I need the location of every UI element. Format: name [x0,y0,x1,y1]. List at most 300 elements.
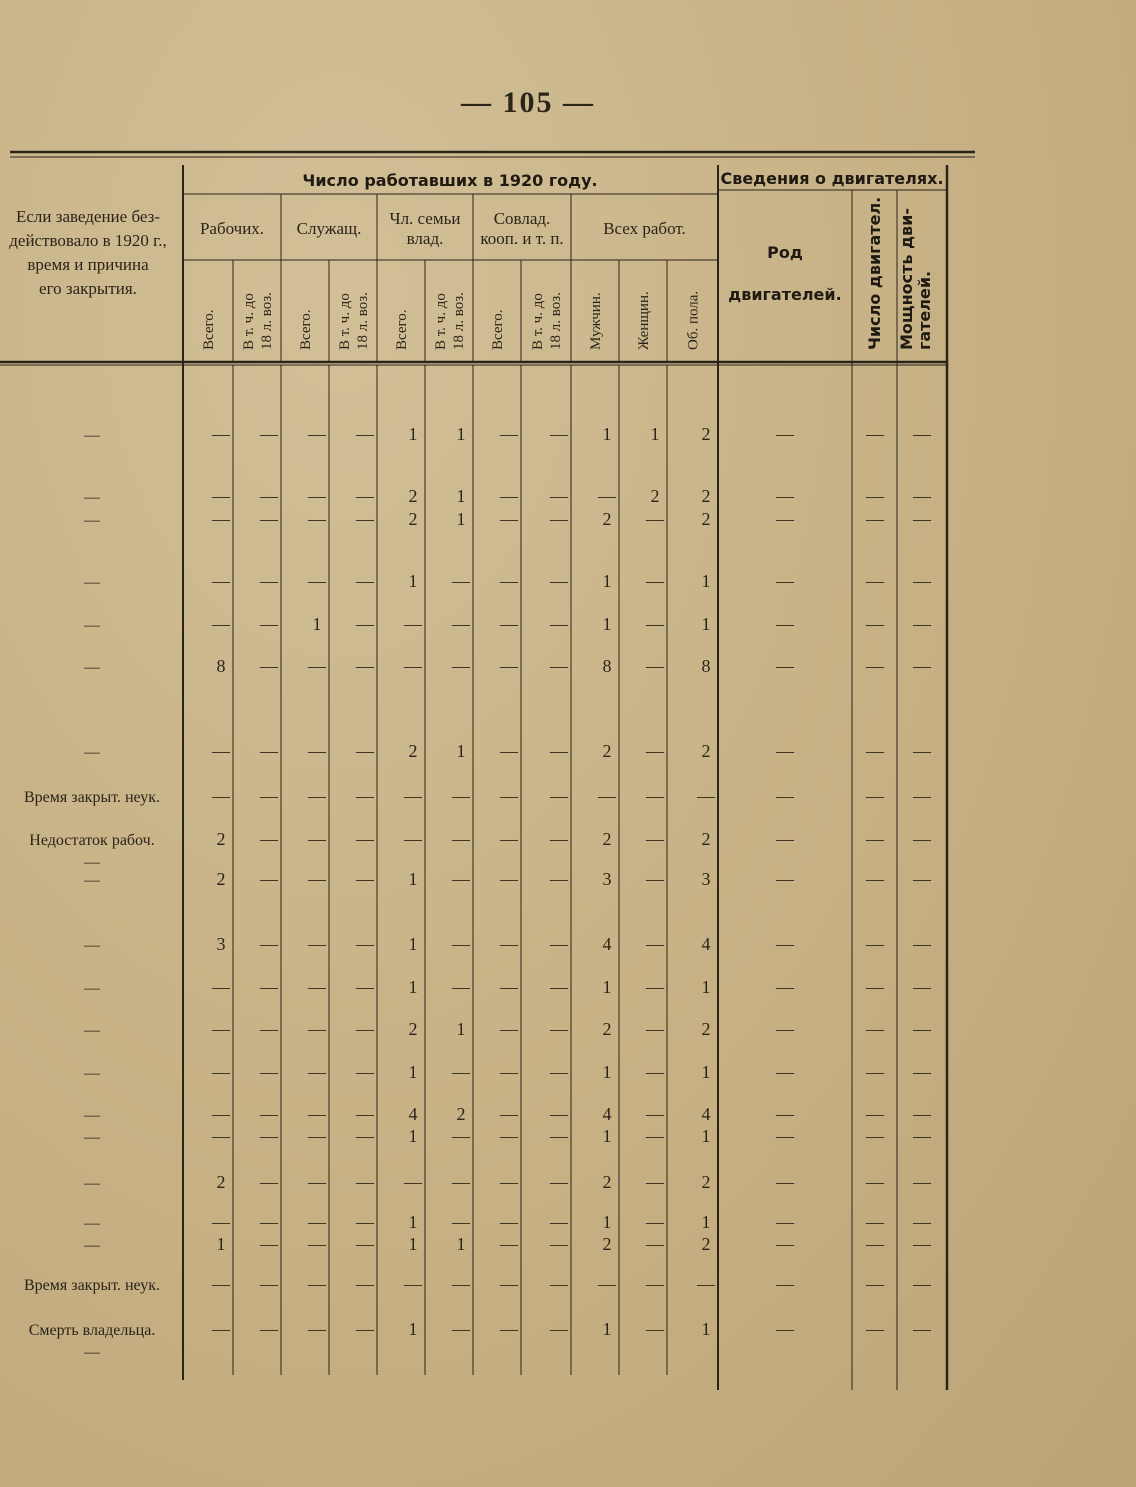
table-cell: — [776,1172,794,1192]
table-cell: — [776,509,794,529]
table-cell: — [913,1126,931,1146]
table-cell: — [500,1104,518,1124]
table-cell: — [452,1062,470,1082]
table-cell: — [212,1104,230,1124]
row-note: — [84,980,100,997]
table-cell: — [646,1234,664,1254]
table-cell: 1 [456,1234,466,1254]
table-cell: — [598,486,616,506]
table-cell: 1 [408,1126,418,1146]
table-cell: — [212,571,230,591]
table-cell: — [776,1019,794,1039]
table-cell: — [500,741,518,761]
table-cell: — [776,786,794,806]
table-cell: — [913,509,931,529]
table-cell: — [308,977,326,997]
engine-power-header: гателей. [915,270,934,350]
table-cell: — [550,1172,568,1192]
table-cell: — [776,977,794,997]
row-note: — [84,427,100,444]
table-cell: — [260,741,278,761]
table-cell: — [646,786,664,806]
table-cell: — [212,1126,230,1146]
table-cell: 4 [602,934,612,954]
table-cell: — [500,1234,518,1254]
table-cell: — [260,614,278,634]
table-cell: — [776,486,794,506]
table-cell: — [913,1274,931,1294]
table-cell: — [550,486,568,506]
table-cell: — [866,1062,884,1082]
table-cell: 1 [408,1234,418,1254]
table-cell: — [913,869,931,889]
table-cell: 1 [456,741,466,761]
table-cell: — [550,829,568,849]
table-cell: — [452,1126,470,1146]
table-cell: — [260,829,278,849]
table-cell: 1 [602,977,612,997]
table-cell: — [866,869,884,889]
table-cell: — [913,1234,931,1254]
table-cell: — [646,829,664,849]
table-cell: — [212,1319,230,1339]
table-cell: — [404,786,422,806]
table-cell: 1 [456,424,466,444]
table-cell: — [866,509,884,529]
row-note: — [84,937,100,954]
column-header: Об. пола. [685,290,702,350]
subgroup-title: Совлад. [493,209,551,228]
subgroup-title: Всех работ. [603,219,686,238]
table-cell: — [550,1126,568,1146]
table-cell: 1 [701,571,711,591]
row-note: — [84,1065,100,1082]
table-cell: — [260,1062,278,1082]
table-cell: — [550,424,568,444]
row-note: — [84,1344,100,1361]
left-header-title: Если заведение без- [15,207,161,226]
row-note: — [84,574,100,591]
table-cell: — [260,934,278,954]
table-cell: 1 [701,614,711,634]
table-cell: — [550,1019,568,1039]
table-cell: — [550,1234,568,1254]
column-header: Женщин. [636,291,652,350]
table-cell: — [260,1274,278,1294]
table-cell: — [550,741,568,761]
table-cell: — [212,741,230,761]
table-cell: — [308,424,326,444]
table-cell: — [646,1019,664,1039]
table-cell: — [500,614,518,634]
table-cell: — [866,741,884,761]
table-cell: 1 [408,424,418,444]
table-cell: — [452,934,470,954]
table-cell: 1 [602,1062,612,1082]
table-cell: — [356,741,374,761]
table-cell: — [776,571,794,591]
table-cell: — [598,1274,616,1294]
table-cell: — [260,1212,278,1232]
table-cell: 1 [456,1019,466,1039]
table-cell: — [550,977,568,997]
table-cell: — [212,486,230,506]
table-cell: 1 [602,614,612,634]
table-cell: — [500,1212,518,1232]
table-cell: — [500,571,518,591]
table-cell: 1 [602,1319,612,1339]
column-header: В т. ч. до [241,293,257,350]
statistics-table [0,150,980,1390]
table-cell: — [646,1104,664,1124]
group-title-engines: Сведения о двигателях. [720,169,944,188]
table-cell: — [913,829,931,849]
table-cell: — [404,614,422,634]
table-cell: 3 [216,934,226,954]
table-cell: 1 [701,1062,711,1082]
subgroup-title: влад. [406,229,444,248]
column-header: 18 л. воз. [548,292,564,350]
table-cell: — [776,1062,794,1082]
table-cell: — [913,424,931,444]
table-cell: 2 [701,741,711,761]
table-cell: — [260,1234,278,1254]
table-cell: — [452,1172,470,1192]
table-cell: — [913,1212,931,1232]
table-cell: — [646,869,664,889]
table-cell: — [913,1319,931,1339]
table-cell: — [452,1212,470,1232]
table-cell: 2 [602,1019,612,1039]
table-cell: 8 [216,656,226,676]
table-cell: — [776,1126,794,1146]
table-cell: — [913,571,931,591]
table-cell: — [697,1274,715,1294]
table-cell: — [913,741,931,761]
table-cell: — [776,1234,794,1254]
table-cell: — [452,829,470,849]
table-cell: 4 [602,1104,612,1124]
table-cell: 2 [408,1019,418,1039]
table-cell: — [308,1172,326,1192]
left-header-title: его закрытия. [39,279,137,298]
table-cell: 1 [602,1126,612,1146]
table-cell: — [866,786,884,806]
table-cell: 1 [312,614,322,634]
table-cell: — [913,1062,931,1082]
group-title-workers: Число работавших в 1920 году. [302,171,598,190]
column-header: Всего. [394,309,410,350]
table-cell: — [913,486,931,506]
table-cell: — [866,486,884,506]
table-cell: — [260,786,278,806]
table-cell: — [356,1172,374,1192]
table-cell: — [356,656,374,676]
table-cell: — [913,1172,931,1192]
subgroup-title: Чл. семьи [389,209,461,228]
table-cell: — [866,656,884,676]
table-cell: — [356,1234,374,1254]
table-cell: — [308,1274,326,1294]
table-cell: — [356,614,374,634]
row-note: — [84,1022,100,1039]
table-cell: 2 [701,509,711,529]
table-cell: — [646,1126,664,1146]
column-header: В т. ч. до [337,293,353,350]
table-cell: — [212,1019,230,1039]
table-cell: — [356,1274,374,1294]
table-cell: — [308,656,326,676]
row-note: — [84,1175,100,1192]
table-cell: — [776,934,794,954]
table-cell: 3 [602,869,612,889]
row-note: Смерть владельца. [28,1322,156,1339]
table-cell: 2 [602,829,612,849]
table-cell: 2 [701,1234,711,1254]
table-cell: — [500,1019,518,1039]
table-cell: — [913,656,931,676]
row-note: Время закрыт. неук. [23,1277,161,1294]
column-header: В т. ч. до [530,293,546,350]
table-cell: 1 [408,571,418,591]
table-cell: — [356,1212,374,1232]
table-cell: — [260,1126,278,1146]
table-cell: — [866,571,884,591]
table-cell: — [212,1062,230,1082]
table-cell: — [646,656,664,676]
table-cell: — [646,1062,664,1082]
left-header-title: действовало в 1920 г., [9,231,167,250]
column-header: Всего. [298,309,314,350]
table-cell: 3 [701,869,711,889]
row-note: — [84,489,100,506]
table-cell: — [356,571,374,591]
table-cell: — [212,509,230,529]
table-cell: 2 [408,486,418,506]
table-cell: — [452,977,470,997]
table-cell: — [452,1274,470,1294]
table-cell: 1 [456,486,466,506]
table-cell: 4 [408,1104,418,1124]
table-cell: — [500,1172,518,1192]
table-cell: — [550,869,568,889]
table-grid [0,150,980,1390]
table-cell: — [308,1104,326,1124]
engine-type-header: Род [767,243,803,262]
table-cell: 2 [701,1019,711,1039]
table-cell: 2 [701,424,711,444]
table-cell: 2 [216,869,226,889]
table-cell: — [913,786,931,806]
table-cell: — [500,509,518,529]
table-cell: — [452,614,470,634]
table-cell: — [913,1019,931,1039]
table-cell: — [913,934,931,954]
table-cell: — [500,829,518,849]
table-cell: 1 [456,509,466,529]
table-cell: — [646,571,664,591]
table-cell: — [697,786,715,806]
table-cell: — [404,829,422,849]
table-cell: — [866,829,884,849]
table-cell: — [308,1234,326,1254]
table-cell: 1 [602,571,612,591]
table-cell: — [260,571,278,591]
table-cell: 1 [602,424,612,444]
table-cell: 2 [216,829,226,849]
table-cell: 4 [701,934,711,954]
table-cell: — [260,1104,278,1124]
table-cell: 1 [408,1212,418,1232]
table-cell: — [452,656,470,676]
table-cell: — [452,571,470,591]
table-cell: 2 [602,1234,612,1254]
table-cell: — [308,1319,326,1339]
table-cell: — [550,786,568,806]
row-note: — [84,659,100,676]
table-cell: — [866,1104,884,1124]
table-cell: — [356,869,374,889]
table-cell: 2 [456,1104,466,1124]
table-cell: — [776,1212,794,1232]
column-header: Всего. [201,309,217,350]
table-cell: — [212,786,230,806]
table-cell: 1 [701,977,711,997]
table-cell: — [356,934,374,954]
table-cell: — [308,509,326,529]
table-cell: 1 [408,1319,418,1339]
table-cell: — [356,786,374,806]
table-cell: — [260,424,278,444]
row-note: Время закрыт. неук. [23,789,161,806]
table-cell: — [776,614,794,634]
table-cell: — [776,1319,794,1339]
table-cell: — [308,869,326,889]
table-cell: 1 [650,424,660,444]
table-cell: — [308,1212,326,1232]
table-cell: 2 [650,486,660,506]
table-cell: — [550,571,568,591]
engine-count-header: Число двигател. [865,196,884,350]
table-cell: — [500,869,518,889]
table-cell: — [356,424,374,444]
table-cell: 1 [408,869,418,889]
row-note: — [84,1237,100,1254]
table-cell: — [866,934,884,954]
table-cell: — [776,1274,794,1294]
table-cell: — [776,656,794,676]
table-cell: 1 [602,1212,612,1232]
table-cell: — [356,1126,374,1146]
table-cell: 4 [701,1104,711,1124]
table-cell: 1 [701,1212,711,1232]
table-cell: 2 [701,486,711,506]
table-cell: — [356,829,374,849]
table-cell: — [356,1319,374,1339]
column-header: Мужчин. [588,292,604,350]
column-header: Всего. [490,309,506,350]
subgroup-title: Рабочих. [199,219,265,238]
table-cell: — [308,1062,326,1082]
row-note: Недостаток рабоч. [29,832,155,849]
table-cell: — [356,486,374,506]
table-cell: — [866,614,884,634]
table-cell: — [212,1274,230,1294]
table-cell: — [356,1062,374,1082]
column-header: 18 л. воз. [355,292,371,350]
table-cell: — [913,1104,931,1124]
table-cell: — [776,741,794,761]
table-cell: — [212,614,230,634]
table-cell: — [260,1019,278,1039]
table-cell: — [550,509,568,529]
table-cell: — [308,571,326,591]
table-cell: — [356,977,374,997]
table-cell: — [646,1172,664,1192]
table-cell: — [776,1104,794,1124]
table-cell: — [550,614,568,634]
table-cell: 1 [701,1126,711,1146]
table-cell: — [866,1172,884,1192]
table-cell: — [452,869,470,889]
table-cell: — [500,424,518,444]
left-header-title: время и причина [27,255,149,274]
table-cell: — [452,1319,470,1339]
table-cell: — [260,486,278,506]
table-cell: — [776,829,794,849]
table-cell: — [550,1104,568,1124]
table-cell: — [866,1212,884,1232]
table-cell: — [356,509,374,529]
table-cell: — [500,1274,518,1294]
table-cell: 2 [408,509,418,529]
table-cell: — [646,1319,664,1339]
table-cell: — [212,977,230,997]
row-note: — [84,1215,100,1232]
table-cell: — [308,486,326,506]
table-cell: — [913,977,931,997]
table-cell: — [776,869,794,889]
table-cell: — [500,786,518,806]
table-cell: — [913,614,931,634]
table-cell: 1 [216,1234,226,1254]
table-cell: — [404,1274,422,1294]
table-cell: — [866,1126,884,1146]
column-header: В т. ч. до [433,293,449,350]
table-cell: — [356,1104,374,1124]
table-cell: — [866,1019,884,1039]
subgroup-title: кооп. и т. п. [480,229,564,248]
table-cell: — [866,424,884,444]
table-cell: 2 [408,741,418,761]
table-cell: — [646,934,664,954]
subgroup-title: Служащ. [296,219,362,238]
table-cell: 2 [701,829,711,849]
table-cell: 2 [701,1172,711,1192]
table-cell: 8 [701,656,711,676]
column-header: 18 л. воз. [451,292,467,350]
row-note: — [84,512,100,529]
table-cell: 1 [408,977,418,997]
table-cell: — [308,786,326,806]
engine-type-header: двигателей. [728,285,842,304]
table-cell: — [646,741,664,761]
table-cell: — [308,829,326,849]
table-cell: 2 [602,509,612,529]
table-cell: — [550,1274,568,1294]
table-cell: — [646,1212,664,1232]
table-cell: — [866,977,884,997]
